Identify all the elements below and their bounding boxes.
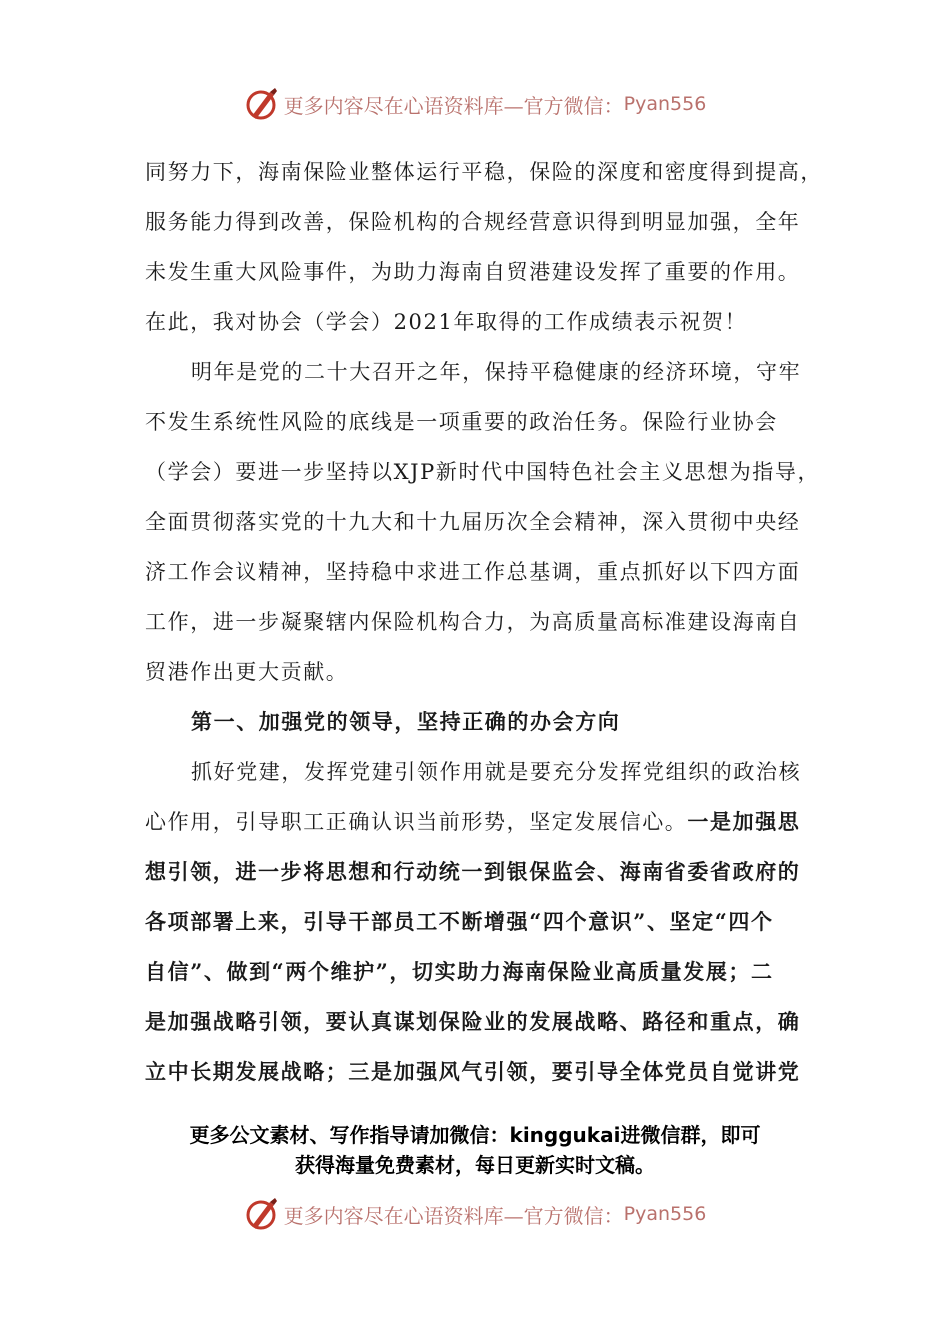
text-segment: 服务能力得到改善，保险机构的合规经营意识得到明显加强，全年 [145, 210, 801, 234]
text-segment: 不发生系统性风险的底线是一项重要的政治任务。保险行业协会 [145, 410, 778, 434]
footer-note-line-1: 更多公文素材、写作指导请加微信：kinggukai进微信群，即可 [189, 1123, 761, 1147]
banner-text: 更多内容尽在心语资料库—官方微信： [283, 1203, 624, 1228]
text-segment: 贸港作出更大贡献。 [145, 660, 349, 684]
banner-wechat-id: Pyan556 [623, 1203, 707, 1225]
text-segment: 未发生重大风险事件，为助力海南自贸港建设发挥了重要的作用。 [145, 260, 801, 284]
pen-logo-icon [244, 86, 280, 122]
text-line [145, 147, 825, 197]
text-segment: 心作用，引导职工正确认识当前形势，坚定发展信心。 [145, 810, 688, 834]
text-segment: （学会）要进一步坚持以XJP新时代中国特色社会主义思想为指导， [145, 460, 821, 484]
footer-note [0, 1120, 950, 1180]
bold-text-segment: 立中长期发展战略；三是加强风气引领，要引导全体党员自觉讲党 [145, 1059, 801, 1084]
text-segment: 在此，我对协会（学会）2021年取得的工作成绩表示祝贺！ [145, 310, 748, 334]
text-line [145, 397, 825, 447]
footer-note-line-2: 获得海量免费素材，每日更新实时文稿。 [295, 1153, 655, 1177]
text-segment: 全面贯彻落实党的十九大和十九届历次全会精神，深入贯彻中央经 [145, 510, 801, 534]
pen-logo-icon [244, 1196, 280, 1232]
text-line [145, 697, 825, 747]
text-line [145, 547, 825, 597]
text-line [145, 647, 825, 697]
banner-wechat-id: Pyan556 [623, 93, 707, 115]
bold-text-segment: 一是加强思 [687, 809, 801, 834]
text-line [145, 347, 825, 397]
text-line [145, 997, 825, 1047]
text-line [145, 1047, 825, 1097]
bold-text-segment: 想引领，进一步将思想和行动统一到银保监会、海南省委省政府的 [145, 859, 801, 884]
text-segment: 明年是党的二十大召开之年，保持平稳健康的经济环境，守牢 [191, 360, 802, 384]
bold-text-segment: 第一、加强党的领导，坚持正确的办会方向 [191, 709, 621, 734]
text-segment: 抓好党建，发挥党建引领作用就是要充分发挥党组织的政治核 [191, 760, 802, 784]
text-line [145, 597, 825, 647]
document-body [145, 147, 825, 1097]
bold-text-segment: 自信”、做到“两个维护”，切实助力海南保险业高质量发展；二 [145, 959, 774, 984]
text-line [145, 897, 825, 947]
text-line [145, 797, 825, 847]
text-line [145, 197, 825, 247]
bold-text-segment: 各项部署上来，引导干部员工不断增强“四个意识”、坚定“四个 [145, 909, 774, 934]
text-segment: 工作，进一步凝聚辖内保险机构合力，为高质量高标准建设海南自 [145, 610, 801, 634]
text-segment: 济工作会议精神，坚持稳中求进工作总基调，重点抓好以下四方面 [145, 560, 801, 584]
banner-text: 更多内容尽在心语资料库—官方微信： [283, 93, 624, 118]
text-line [145, 747, 825, 797]
text-line [145, 297, 825, 347]
footer-banner [0, 1194, 950, 1234]
header-banner [0, 84, 950, 124]
text-line [145, 947, 825, 997]
bold-text-segment: 是加强战略引领，要认真谋划保险业的发展战略、路径和重点，确 [145, 1009, 801, 1034]
text-line [145, 447, 825, 497]
text-segment: 同努力下，海南保险业整体运行平稳，保险的深度和密度得到提高， [145, 160, 823, 184]
text-line [145, 847, 825, 897]
text-line [145, 497, 825, 547]
text-line [145, 247, 825, 297]
